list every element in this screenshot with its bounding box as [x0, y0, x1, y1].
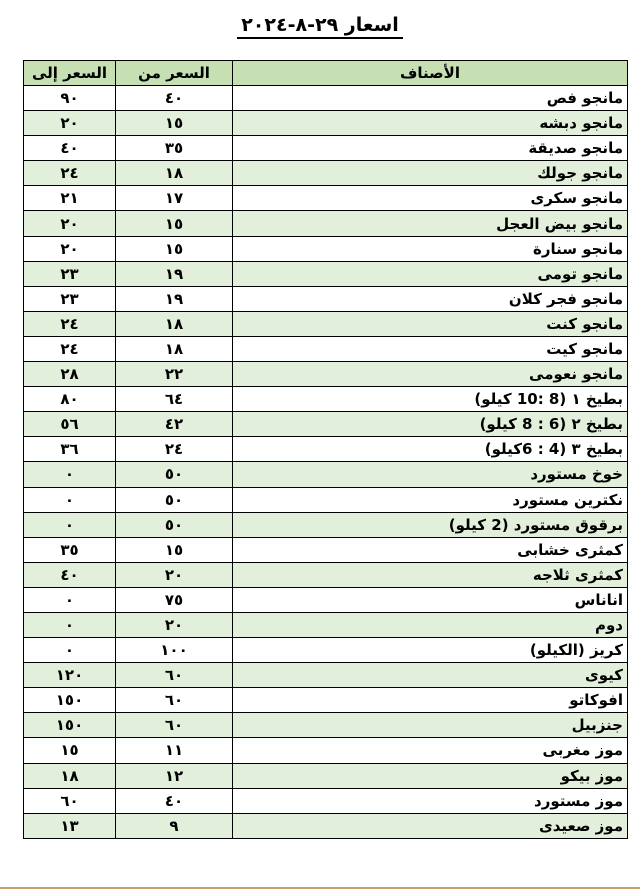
item-name-cell: مانجو سنارة [233, 236, 628, 261]
table-row [24, 111, 628, 136]
price-to-cell: ٠ [24, 487, 116, 512]
header-price-to: السعر إلى [24, 61, 116, 86]
table-row [24, 813, 628, 838]
table-row [24, 161, 628, 186]
table-row [24, 186, 628, 211]
price-table [23, 60, 628, 839]
price-to-cell: ٢٨ [24, 362, 116, 387]
item-name-cell: خوخ مستورد [233, 462, 628, 487]
item-name-cell: مانجو جولك [233, 161, 628, 186]
price-to-cell: ١٨ [24, 763, 116, 788]
price-from-cell: ١١ [116, 738, 233, 763]
item-name-cell: بطيخ ٢ (6 : 8 كيلو) [233, 412, 628, 437]
price-to-cell: ٩٠ [24, 86, 116, 111]
price-to-cell: ٢٤ [24, 336, 116, 361]
table-row [24, 211, 628, 236]
price-to-cell: ١٥٠ [24, 688, 116, 713]
item-name-cell: مانجو كيت [233, 336, 628, 361]
table-row [24, 638, 628, 663]
table-row [24, 261, 628, 286]
item-name-cell: نكترين مستورد [233, 487, 628, 512]
price-from-cell: ٥٠ [116, 512, 233, 537]
price-to-cell: ١٢٠ [24, 663, 116, 688]
price-to-cell: ٢٠ [24, 211, 116, 236]
price-to-cell: ٢٤ [24, 311, 116, 336]
price-from-cell: ٦٠ [116, 688, 233, 713]
price-to-cell: ٢٣ [24, 261, 116, 286]
price-to-cell: ٨٠ [24, 387, 116, 412]
table-row [24, 362, 628, 387]
item-name-cell: مانجو فص [233, 86, 628, 111]
price-from-cell: ٦٠ [116, 713, 233, 738]
header-item: الأصناف [233, 61, 628, 86]
price-to-cell: ٣٦ [24, 437, 116, 462]
price-to-cell: ٦٠ [24, 788, 116, 813]
price-from-cell: ٦٠ [116, 663, 233, 688]
bottom-divider [0, 887, 640, 889]
price-from-cell: ٦٤ [116, 387, 233, 412]
table-row [24, 412, 628, 437]
item-name-cell: مانجو صديقة [233, 136, 628, 161]
item-name-cell: مانجو دبشه [233, 111, 628, 136]
price-to-cell: ١٥٠ [24, 713, 116, 738]
item-name-cell: بطيخ ١ (8 :10 كيلو) [233, 387, 628, 412]
price-to-cell: ٥٦ [24, 412, 116, 437]
price-from-cell: ١٥ [116, 211, 233, 236]
item-name-cell: برقوق مستورد (2 كيلو) [233, 512, 628, 537]
table-row [24, 537, 628, 562]
price-to-cell: ٢٠ [24, 236, 116, 261]
price-from-cell: ١٧ [116, 186, 233, 211]
price-to-cell: ٠ [24, 638, 116, 663]
item-name-cell: مانجو نعومى [233, 362, 628, 387]
table-row [24, 763, 628, 788]
table-row [24, 788, 628, 813]
table-row [24, 437, 628, 462]
item-name-cell: مانجو فجر كلان [233, 286, 628, 311]
price-from-cell: ٢٠ [116, 562, 233, 587]
price-from-cell: ١٥ [116, 537, 233, 562]
table-row [24, 336, 628, 361]
item-name-cell: دوم [233, 612, 628, 637]
price-from-cell: ١٥ [116, 111, 233, 136]
table-row [24, 311, 628, 336]
table-row [24, 236, 628, 261]
table-row [24, 86, 628, 111]
price-from-cell: ٤٢ [116, 412, 233, 437]
price-to-cell: ٤٠ [24, 562, 116, 587]
table-row [24, 387, 628, 412]
item-name-cell: موز مستورد [233, 788, 628, 813]
table-row [24, 663, 628, 688]
price-from-cell: ١٩ [116, 261, 233, 286]
item-name-cell: جنزبيل [233, 713, 628, 738]
price-to-cell: ٢٤ [24, 161, 116, 186]
table-row [24, 562, 628, 587]
item-name-cell: موز صعيدى [233, 813, 628, 838]
item-name-cell: بطيخ ٣ (4 : 6كيلو) [233, 437, 628, 462]
price-to-cell: ٠ [24, 587, 116, 612]
price-from-cell: ١٠٠ [116, 638, 233, 663]
price-to-cell: ٤٠ [24, 136, 116, 161]
price-to-cell: ٠ [24, 612, 116, 637]
price-from-cell: ١٥ [116, 236, 233, 261]
price-to-cell: ٠ [24, 462, 116, 487]
price-to-cell: ٢١ [24, 186, 116, 211]
header-row [24, 61, 628, 86]
price-from-cell: ١٨ [116, 336, 233, 361]
price-from-cell: ١٨ [116, 311, 233, 336]
price-from-cell: ٣٥ [116, 136, 233, 161]
item-name-cell: افوكاتو [233, 688, 628, 713]
item-name-cell: مانجو سكرى [233, 186, 628, 211]
table-row [24, 462, 628, 487]
price-to-cell: ١٥ [24, 738, 116, 763]
item-name-cell: اناناس [233, 587, 628, 612]
price-from-cell: ١٨ [116, 161, 233, 186]
table-row [24, 713, 628, 738]
price-from-cell: ٥٠ [116, 487, 233, 512]
price-to-cell: ٢٠ [24, 111, 116, 136]
price-from-cell: ١٢ [116, 763, 233, 788]
title-text: اسعار ٢٩-٨-٢٠٢٤ [237, 14, 403, 39]
price-from-cell: ١٩ [116, 286, 233, 311]
item-name-cell: مانجو تومى [233, 261, 628, 286]
table-row [24, 136, 628, 161]
price-from-cell: ٢٢ [116, 362, 233, 387]
item-name-cell: كريز (الكيلو) [233, 638, 628, 663]
header-price-from: السعر من [116, 61, 233, 86]
price-to-cell: ٢٣ [24, 286, 116, 311]
item-name-cell: مانجو بيض العجل [233, 211, 628, 236]
page-title [0, 14, 640, 36]
item-name-cell: موز مغربى [233, 738, 628, 763]
table-row [24, 612, 628, 637]
price-to-cell: ٠ [24, 512, 116, 537]
table-row [24, 688, 628, 713]
item-name-cell: كمثرى خشابى [233, 537, 628, 562]
table-row [24, 512, 628, 537]
price-from-cell: ٥٠ [116, 462, 233, 487]
table-row [24, 487, 628, 512]
price-from-cell: ٢٤ [116, 437, 233, 462]
item-name-cell: مانجو كنت [233, 311, 628, 336]
item-name-cell: كيوى [233, 663, 628, 688]
price-from-cell: ٩ [116, 813, 233, 838]
table-row [24, 738, 628, 763]
item-name-cell: موز بيكو [233, 763, 628, 788]
price-from-cell: ٤٠ [116, 86, 233, 111]
item-name-cell: كمثرى ثلاجه [233, 562, 628, 587]
price-to-cell: ٣٥ [24, 537, 116, 562]
table-row [24, 587, 628, 612]
price-from-cell: ٤٠ [116, 788, 233, 813]
price-from-cell: ٧٥ [116, 587, 233, 612]
table-row [24, 286, 628, 311]
price-from-cell: ٢٠ [116, 612, 233, 637]
price-to-cell: ١٣ [24, 813, 116, 838]
